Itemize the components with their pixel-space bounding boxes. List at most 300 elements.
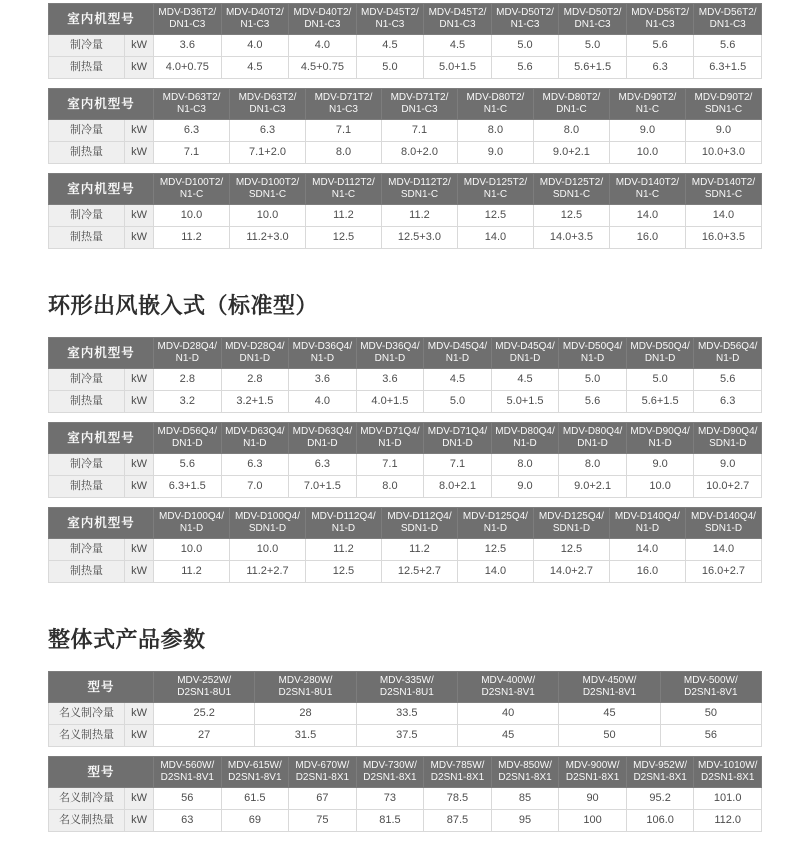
model-header-line2: N1-D <box>580 353 605 364</box>
value-cell: 9.0 <box>626 454 694 476</box>
row-label: 名义制冷量 <box>49 703 125 725</box>
table-row <box>49 227 762 249</box>
unit-cell: kW <box>125 788 154 810</box>
model-header-line2: D2SN1-8X1 <box>295 772 350 783</box>
value-cell: 33.5 <box>356 703 457 725</box>
model-header <box>221 757 289 788</box>
value-cell: 37.5 <box>356 725 457 747</box>
model-header-line1: MDV-D45Q4/ <box>495 341 555 352</box>
value-cell: 12.5 <box>305 561 381 583</box>
unit-cell: kW <box>125 476 154 498</box>
model-header-line2: DN1-D <box>509 353 541 364</box>
value-cell: 10.0 <box>609 142 685 164</box>
model-header <box>356 4 424 35</box>
model-header-line2: N1-C3 <box>240 19 270 30</box>
table-corner-label: 室内机型号 <box>49 338 154 369</box>
model-header-line1: MDV-280W/ <box>278 675 333 686</box>
value-cell: 9.0+2.1 <box>533 142 609 164</box>
value-cell: 10.0 <box>154 539 230 561</box>
model-header-line1: MDV-D100Q4/ <box>234 511 300 522</box>
model-header <box>381 89 457 120</box>
table-row <box>49 369 762 391</box>
model-header <box>559 423 627 454</box>
model-header-line2: N1-C3 <box>375 19 405 30</box>
model-header-line1: MDV-D63T2/ <box>238 92 297 103</box>
model-header-line2: D2SN1-8X1 <box>701 772 755 783</box>
value-cell: 9.0 <box>457 142 533 164</box>
value-cell: 7.1 <box>154 142 230 164</box>
model-header <box>381 174 457 205</box>
model-header-line2: N1-D <box>513 438 537 449</box>
value-cell: 40 <box>458 703 559 725</box>
model-header-line1: MDV-D36T2/ <box>158 7 217 18</box>
value-cell: 6.3+1.5 <box>154 476 222 498</box>
value-cell: 5.0 <box>424 391 492 413</box>
unit-cell: kW <box>125 142 154 164</box>
value-cell: 14.0 <box>457 227 533 249</box>
value-cell: 28 <box>255 703 356 725</box>
spec-table <box>48 173 762 249</box>
model-header-line1: MDV-252W/ <box>177 675 232 686</box>
model-header <box>685 174 761 205</box>
value-cell: 5.0 <box>356 57 424 79</box>
value-cell: 16.0+2.7 <box>685 561 761 583</box>
model-header-line2: DN1-D <box>442 438 473 449</box>
model-header-line2: DN1-C3 <box>169 19 206 30</box>
value-cell: 12.5+3.0 <box>381 227 457 249</box>
model-header-line1: MDV-D56Q4/ <box>157 426 218 437</box>
model-header-line2: N1-C3 <box>510 19 540 30</box>
model-header-line2: SDN1-C <box>400 189 439 200</box>
model-header-line1: MDV-D71T2/ <box>314 92 373 103</box>
model-header-line2: N1-D <box>716 353 740 364</box>
model-header-line1: MDV-D56T2/ <box>698 7 757 18</box>
model-header-line2: N1-C <box>179 189 204 200</box>
model-header-line2: D2SN1-8V1 <box>582 687 637 698</box>
model-header <box>457 174 533 205</box>
value-cell: 50 <box>660 703 761 725</box>
model-header <box>230 89 306 120</box>
model-header-line2: DN1-C3 <box>709 19 746 30</box>
model-header <box>424 338 492 369</box>
value-cell: 10.0 <box>154 205 230 227</box>
model-header <box>491 4 559 35</box>
value-cell: 69 <box>221 810 289 832</box>
value-cell: 5.0 <box>559 35 627 57</box>
value-cell: 7.1+2.0 <box>230 142 306 164</box>
model-header-line1: MDV-335W/ <box>379 675 434 686</box>
model-header <box>457 508 533 539</box>
unit-cell: kW <box>125 561 154 583</box>
model-header-line1: MDV-D63Q4/ <box>225 426 285 437</box>
value-cell: 6.3 <box>154 120 230 142</box>
model-header-line1: MDV-D125Q4/ <box>462 511 528 522</box>
model-header-line2: N1-D <box>179 523 204 534</box>
value-cell: 14.0 <box>685 205 761 227</box>
model-header-line1: MDV-D125T2/ <box>539 177 604 188</box>
value-cell: 67 <box>289 788 357 810</box>
model-header-line2: SDN1-C <box>552 189 591 200</box>
model-header-line2: DN1-C <box>556 104 587 115</box>
unit-cell: kW <box>125 810 154 832</box>
value-cell: 95.2 <box>626 788 694 810</box>
value-cell: 6.3 <box>694 391 762 413</box>
model-header-line2: N1-C <box>331 189 356 200</box>
model-header-line1: MDV-D50T2/ <box>496 7 554 18</box>
model-header <box>626 338 694 369</box>
model-header-line1: MDV-D140T2/ <box>691 177 756 188</box>
section-packaged-product-params <box>48 627 762 832</box>
value-cell: 7.0+1.5 <box>289 476 357 498</box>
value-cell: 7.1 <box>356 454 424 476</box>
model-header-line2: SDN1-C <box>704 104 743 115</box>
unit-cell: kW <box>125 35 154 57</box>
model-header <box>609 508 685 539</box>
value-cell: 5.0 <box>491 35 559 57</box>
value-cell: 73 <box>356 788 424 810</box>
value-cell: 11.2 <box>154 561 230 583</box>
model-header-line1: MDV-670W/ <box>295 760 350 771</box>
model-header <box>694 338 762 369</box>
model-header-line2: N1-C3 <box>329 104 358 115</box>
table-header-row <box>49 757 762 788</box>
table-header-row <box>49 338 762 369</box>
table-row <box>49 810 762 832</box>
table-header-row <box>49 4 762 35</box>
model-header <box>221 4 289 35</box>
model-header-line2: DN1-C3 <box>401 104 438 115</box>
value-cell: 5.0+1.5 <box>424 57 492 79</box>
unit-cell: kW <box>125 205 154 227</box>
value-cell: 7.1 <box>424 454 492 476</box>
value-cell: 4.0 <box>289 35 357 57</box>
value-cell: 78.5 <box>424 788 492 810</box>
model-header <box>694 423 762 454</box>
value-cell: 14.0 <box>609 539 685 561</box>
model-header-line1: MDV-400W/ <box>481 675 536 686</box>
value-cell: 12.5 <box>457 539 533 561</box>
model-header-line2: N1-D <box>310 353 335 364</box>
value-cell: 7.1 <box>305 120 381 142</box>
table-corner-label: 室内机型号 <box>49 174 154 205</box>
value-cell: 7.0 <box>221 476 289 498</box>
value-cell: 5.6 <box>491 57 559 79</box>
spec-table <box>48 756 762 832</box>
model-header <box>533 508 609 539</box>
model-header-line2: D2SN1-8U1 <box>278 687 333 698</box>
value-cell: 61.5 <box>221 788 289 810</box>
value-cell: 9.0 <box>609 120 685 142</box>
value-cell: 6.3 <box>626 57 694 79</box>
model-header-line1: MDV-D100T2/ <box>159 177 224 188</box>
model-header <box>289 4 357 35</box>
unit-cell: kW <box>125 227 154 249</box>
model-header <box>609 174 685 205</box>
value-cell: 90 <box>559 788 627 810</box>
unit-cell: kW <box>125 120 154 142</box>
model-header-line2: N1-D <box>331 523 356 534</box>
table-row <box>49 725 762 747</box>
unit-cell: kW <box>125 369 154 391</box>
model-header <box>694 4 762 35</box>
spec-table <box>48 507 762 583</box>
model-header <box>221 338 289 369</box>
model-header <box>626 423 694 454</box>
model-header-line2: N1-D <box>483 523 508 534</box>
model-header-line1: MDV-D80T2/ <box>466 92 525 103</box>
value-cell: 6.3+1.5 <box>694 57 762 79</box>
table-row <box>49 788 762 810</box>
value-cell: 12.5 <box>533 539 609 561</box>
model-header <box>154 338 222 369</box>
model-header-line1: MDV-D112Q4/ <box>387 511 452 522</box>
model-header <box>491 757 559 788</box>
model-header-line2: N1-C <box>483 189 508 200</box>
section-round-flow-cassette <box>48 293 762 583</box>
value-cell: 8.0 <box>491 454 559 476</box>
value-cell: 8.0 <box>559 454 627 476</box>
value-cell: 11.2+3.0 <box>230 227 306 249</box>
value-cell: 4.5 <box>424 369 492 391</box>
value-cell: 45 <box>458 725 559 747</box>
table-row <box>49 205 762 227</box>
row-label: 制冷量 <box>49 120 125 142</box>
value-cell: 106.0 <box>626 810 694 832</box>
row-label: 制冷量 <box>49 205 125 227</box>
model-header <box>154 757 222 788</box>
spec-table <box>48 88 762 164</box>
model-header <box>559 338 627 369</box>
value-cell: 16.0 <box>609 561 685 583</box>
value-cell: 14.0 <box>457 561 533 583</box>
value-cell: 5.6 <box>154 454 222 476</box>
model-header-line1: MDV-D56Q4/ <box>697 341 758 352</box>
table-row <box>49 703 762 725</box>
model-header-line2: N1-C <box>483 104 508 115</box>
value-cell: 87.5 <box>424 810 492 832</box>
table-header-row <box>49 423 762 454</box>
value-cell: 25.2 <box>154 703 255 725</box>
model-header-line1: MDV-615W/ <box>227 760 282 771</box>
unit-cell: kW <box>125 391 154 413</box>
value-cell: 50 <box>559 725 660 747</box>
value-cell: 14.0 <box>685 539 761 561</box>
row-label: 制热量 <box>49 391 125 413</box>
model-header-line2: D2SN1-8X1 <box>363 772 417 783</box>
value-cell: 8.0 <box>356 476 424 498</box>
value-cell: 9.0 <box>685 120 761 142</box>
model-header <box>559 672 660 703</box>
model-header-line2: SDN1-D <box>248 523 287 534</box>
model-header <box>289 757 357 788</box>
model-header-line1: MDV-D71T2/ <box>390 92 449 103</box>
row-label: 制热量 <box>49 57 125 79</box>
model-header-line2: N1-D <box>175 353 199 364</box>
spec-table <box>48 671 762 747</box>
model-header-line2: D2SN1-8X1 <box>498 772 552 783</box>
model-header-line1: MDV-D100T2/ <box>235 177 300 188</box>
model-header-line1: MDV-850W/ <box>498 760 552 771</box>
table-corner-label: 型号 <box>49 672 154 703</box>
section-tables <box>48 671 762 832</box>
model-header-line1: MDV-D56T2/ <box>631 7 690 18</box>
model-header-line2: DN1-C3 <box>304 19 341 30</box>
value-cell: 5.6 <box>626 35 694 57</box>
table-corner-label: 室内机型号 <box>49 508 154 539</box>
value-cell: 5.6+1.5 <box>559 57 627 79</box>
value-cell: 12.5 <box>457 205 533 227</box>
model-header-line2: SDN1-D <box>400 523 439 534</box>
value-cell: 56 <box>660 725 761 747</box>
value-cell: 8.0 <box>305 142 381 164</box>
value-cell: 56 <box>154 788 222 810</box>
model-header <box>685 89 761 120</box>
value-cell: 10.0 <box>230 539 306 561</box>
section-heading: 环形出风嵌入式（标准型） <box>48 293 319 318</box>
row-label: 制冷量 <box>49 539 125 561</box>
model-header-line1: MDV-D90T2/ <box>618 92 677 103</box>
row-label: 制热量 <box>49 227 125 249</box>
model-header <box>356 672 457 703</box>
value-cell: 8.0 <box>457 120 533 142</box>
model-header-line1: MDV-D80Q4/ <box>562 426 623 437</box>
table-row <box>49 142 762 164</box>
value-cell: 14.0+2.7 <box>533 561 609 583</box>
model-header <box>154 4 222 35</box>
value-cell: 4.5 <box>356 35 424 57</box>
model-header <box>154 423 222 454</box>
model-header <box>289 338 357 369</box>
model-header-line1: MDV-785W/ <box>430 760 485 771</box>
value-cell: 3.2 <box>154 391 222 413</box>
model-header <box>609 89 685 120</box>
value-cell: 10.0 <box>230 205 306 227</box>
model-header-line2: DN1-D <box>307 438 338 449</box>
value-cell: 75 <box>289 810 357 832</box>
value-cell: 12.5+2.7 <box>381 561 457 583</box>
value-cell: 4.5 <box>424 35 492 57</box>
model-header <box>154 508 230 539</box>
model-header-line1: MDV-D90Q4/ <box>697 426 758 437</box>
row-label: 名义制热量 <box>49 810 125 832</box>
model-header <box>424 423 492 454</box>
model-header-line2: D2SN1-8V1 <box>684 687 738 698</box>
model-header-line1: MDV-D36Q4/ <box>292 341 353 352</box>
value-cell: 4.5 <box>491 369 559 391</box>
value-cell: 6.3 <box>230 120 306 142</box>
model-header-line1: MDV-560W/ <box>160 760 215 771</box>
model-header-line2: N1-D <box>648 438 672 449</box>
value-cell: 100 <box>559 810 627 832</box>
model-header-line2: N1-D <box>445 353 470 364</box>
model-header-line1: MDV-450W/ <box>582 675 637 686</box>
model-header-line2: D2SN1-8X1 <box>430 772 485 783</box>
value-cell: 5.6 <box>559 391 627 413</box>
value-cell: 10.0 <box>626 476 694 498</box>
model-header-line1: MDV-1010W/ <box>697 760 758 771</box>
value-cell: 4.5 <box>221 57 289 79</box>
table-row <box>49 561 762 583</box>
value-cell: 2.8 <box>154 369 222 391</box>
value-cell: 81.5 <box>356 810 424 832</box>
model-header-line1: MDV-D63Q4/ <box>292 426 353 437</box>
spec-table <box>48 422 762 498</box>
model-header-line1: MDV-D45T2/ <box>361 7 419 18</box>
model-header-line1: MDV-D50Q4/ <box>562 341 623 352</box>
value-cell: 95 <box>491 810 559 832</box>
spec-table <box>48 3 762 79</box>
value-cell: 5.6 <box>694 369 762 391</box>
model-header-line2: D2SN1-8X1 <box>565 772 620 783</box>
value-cell: 9.0 <box>491 476 559 498</box>
model-header-line1: MDV-D45Q4/ <box>427 341 488 352</box>
row-label: 制冷量 <box>49 454 125 476</box>
unit-cell: kW <box>125 57 154 79</box>
table-row <box>49 57 762 79</box>
model-header-line2: D2SN1-8U1 <box>379 687 434 698</box>
model-header-line2: D2SN1-8V1 <box>481 687 535 698</box>
value-cell: 11.2+2.7 <box>230 561 306 583</box>
value-cell: 3.6 <box>356 369 424 391</box>
model-header <box>533 89 609 120</box>
value-cell: 11.2 <box>305 205 381 227</box>
model-header <box>230 508 306 539</box>
model-header-line1: MDV-D112Q4/ <box>311 511 376 522</box>
value-cell: 27 <box>154 725 255 747</box>
model-header-line2: DN1-D <box>239 353 271 364</box>
model-header-line2: DN1-C3 <box>249 104 286 115</box>
model-header <box>381 508 457 539</box>
table-row <box>49 35 762 57</box>
model-header-line2: N1-C <box>635 189 660 200</box>
model-header <box>356 423 424 454</box>
model-header <box>289 423 357 454</box>
value-cell: 5.0 <box>626 369 694 391</box>
value-cell: 6.3 <box>221 454 289 476</box>
model-header-line2: SDN1-D <box>709 438 747 449</box>
model-header <box>356 338 424 369</box>
model-header-line2: DN1-C3 <box>574 19 611 30</box>
unit-cell: kW <box>125 703 154 725</box>
model-header-line1: MDV-D50T2/ <box>563 7 622 18</box>
model-header-line1: MDV-952W/ <box>633 760 688 771</box>
model-header <box>559 757 627 788</box>
model-header-line1: MDV-500W/ <box>683 675 738 686</box>
model-header <box>356 757 424 788</box>
model-header <box>255 672 356 703</box>
model-header-line2: SDN1-D <box>552 523 591 534</box>
value-cell: 4.5+0.75 <box>289 57 357 79</box>
model-header-line2: N1-D <box>635 523 660 534</box>
value-cell: 5.0 <box>559 369 627 391</box>
section-heading: 整体式产品参数 <box>48 627 206 652</box>
row-label: 制冷量 <box>49 369 125 391</box>
row-label: 制冷量 <box>49 35 125 57</box>
unit-cell: kW <box>125 725 154 747</box>
value-cell: 112.0 <box>694 810 762 832</box>
model-header-line1: MDV-D28Q4/ <box>225 341 285 352</box>
model-header <box>491 423 559 454</box>
table-corner-label: 室内机型号 <box>49 4 154 35</box>
value-cell: 4.0 <box>221 35 289 57</box>
model-header-line1: MDV-D36Q4/ <box>360 341 420 352</box>
table-header-row <box>49 89 762 120</box>
section-tables <box>48 337 762 583</box>
row-label: 制热量 <box>49 476 125 498</box>
value-cell: 7.1 <box>381 120 457 142</box>
value-cell: 8.0+2.1 <box>424 476 492 498</box>
section-ceiling-duct <box>48 3 762 249</box>
